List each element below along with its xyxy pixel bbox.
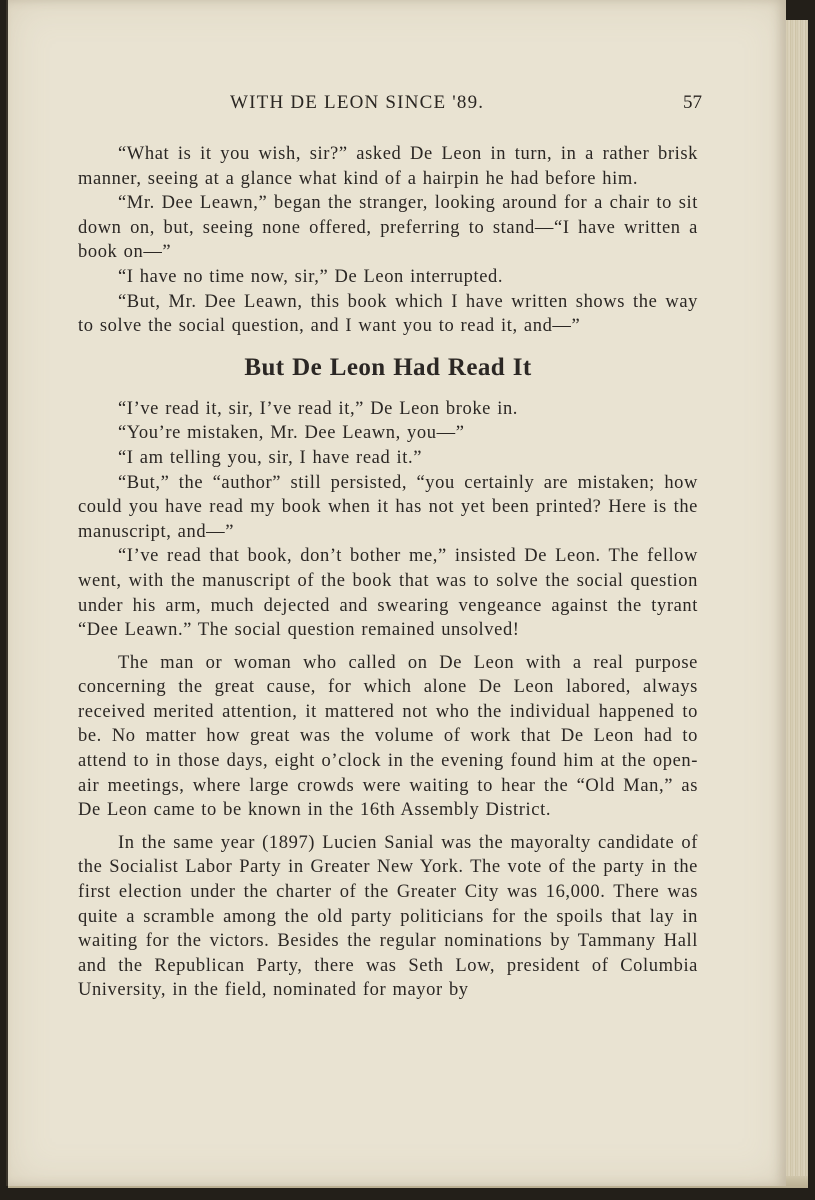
paragraph: “But,” the “author” still persisted, “you certainly are mistaken; how could you have read my book when it has not yet been printed? Here is the manuscript, and—” (78, 472, 698, 542)
section-subheading: But De Leon Had Read It (244, 353, 532, 381)
paragraph: “I’ve read it, sir, I’ve read it,” De Leon broke in. (118, 398, 519, 419)
page-number: 57 (683, 92, 702, 113)
paragraph: “I’ve read that book, don’t bother me,” insisted De Leon. The fellow went, with the manuscript of the book that was to solve the social question under his arm, much dejected and swearing vengeance against the tyrant “Dee Leawn.” The social question remained unsolved! (78, 546, 698, 641)
paragraph: “You’re mistaken, Mr. Dee Leawn, you—” (118, 423, 465, 444)
paragraph: “I have no time now, sir,” De Leon interrupted. (118, 266, 504, 287)
paragraph: In the same year (1897) Lucien Sanial was the mayoralty candidate of the Socialist Labor Party in Greater New York. The vote of the party in the first election under the charter of the Greater City was 16,000. There was quite a scramble among the old party politicians for the spoils that lay in waiting for the victors. Besides the regular nominations by Tammany Hall and the Republican Party, there was Seth Low, president of Columbia University, in the field, nominated for mayor by (78, 832, 698, 1001)
running-head: WITH DE LEON SINCE '89. (230, 92, 485, 113)
paragraph: The man or woman who called on De Leon with a real purpose concerning the great cause, for which alone De Leon labored, always received merited attention, it mattered not who the individual happened to be. No matter how great was the volume of work that De Leon had to attend to in those days, eight o’clock in the evening found him at the open-air meetings, where large crowds were waiting to hear the “Old Man,” as De Leon came to be known in the 16th Assembly District. (78, 652, 698, 821)
paragraph: “But, Mr. Dee Leawn, this book which I have written shows the way to solve the social question, and I want you to read it, and—” (78, 291, 698, 337)
page-header (78, 92, 708, 120)
paragraph: “I am telling you, sir, I have read it.” (118, 447, 423, 468)
body-text (78, 142, 698, 1003)
paragraph: “What is it you wish, sir?” asked De Leon in turn, in a rather brisk manner, seeing at a glance what kind of a hairpin he had before him. (78, 144, 698, 189)
page-stack-edge (786, 20, 808, 1186)
paragraph: “Mr. Dee Leawn,” began the stranger, looking around for a chair to sit down on, but, seeing none offered, preferring to stand—“I have written a book on—” (78, 193, 698, 263)
